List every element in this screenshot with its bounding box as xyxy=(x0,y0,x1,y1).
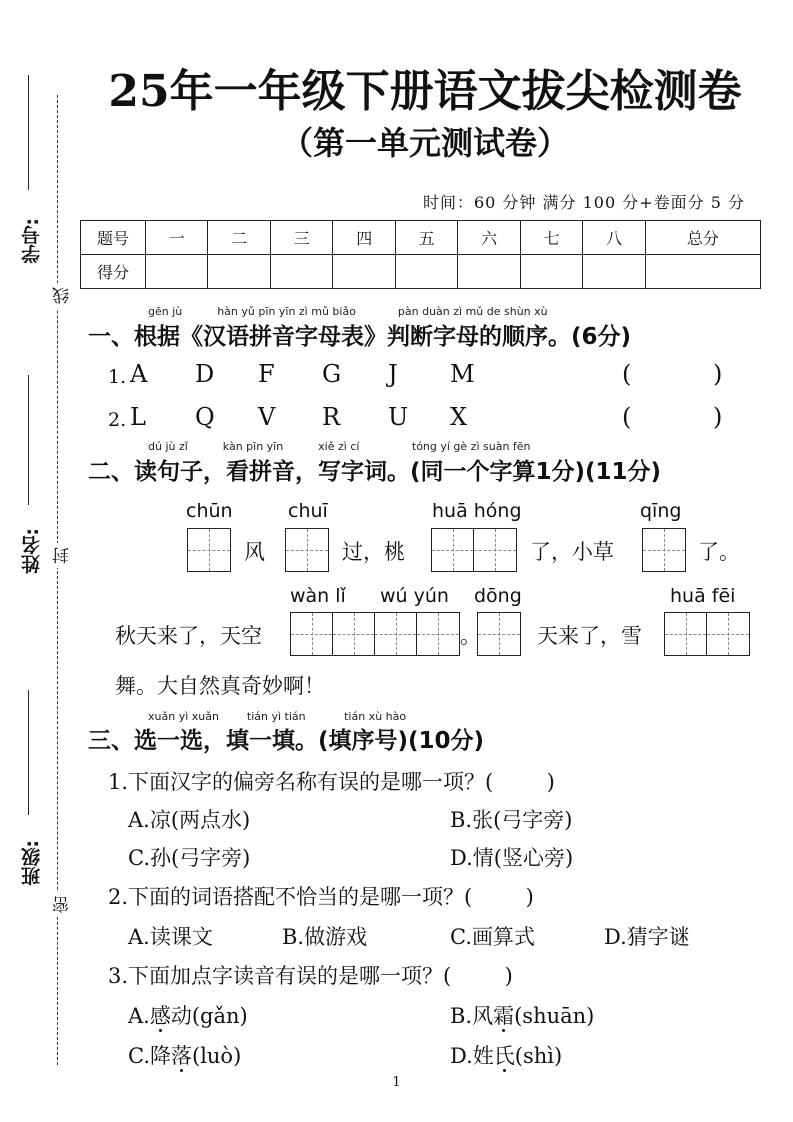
s3-q1: 1.下面汉字的偏旁名称有误的是哪一项？( ) xyxy=(108,770,555,794)
score-header-cell: 题号 xyxy=(81,221,146,255)
score-header-cell: 四 xyxy=(333,221,395,255)
score-header-cell: 七 xyxy=(520,221,582,255)
score-header-cell: 三 xyxy=(270,221,332,255)
seal-char-xian: 线 xyxy=(50,283,75,308)
s3-q2-option-b[interactable]: B.做游戏 xyxy=(282,925,368,949)
score-header-cell: 二 xyxy=(208,221,270,255)
name-line xyxy=(28,375,29,505)
s1-q1-letter: J xyxy=(388,360,398,388)
section2-pinyin: dú jù zǐ kàn pīn yīn xiě zì cí tóng yí gè zì suàn fēn xyxy=(148,440,531,453)
s3-q3-option-a[interactable] xyxy=(128,1000,248,1030)
option-prefix: A. xyxy=(128,1004,150,1028)
s3-q3: 3.下面加点字读音有误的是哪一项？( ) xyxy=(108,964,513,988)
s1-q1-letter: D xyxy=(195,360,215,388)
s1-q2-number: 2. xyxy=(108,409,127,431)
seal-char-mi: 密 xyxy=(50,892,75,917)
section1-pinyin: gēn jù hàn yǔ pīn yīn zì mǔ biǎo pàn duàn zì mǔ de shùn xù xyxy=(148,305,548,318)
score-header-cell: 总分 xyxy=(645,221,760,255)
s1-q1-letter: M xyxy=(450,360,475,388)
s1-q1-answer-blank[interactable] xyxy=(640,362,710,392)
s1-q2-letter: L xyxy=(130,403,146,431)
score-cell[interactable] xyxy=(583,255,645,289)
pinyin-dong: dōng xyxy=(474,585,522,607)
s3-q1-option-a[interactable]: A.凉(两点水) xyxy=(128,808,251,832)
pinyin-chun: chūn xyxy=(186,500,233,522)
s2-text-guo: 过，桃 xyxy=(342,540,405,564)
score-header-cell: 五 xyxy=(395,221,457,255)
option-suffix: 动(gǎn) xyxy=(170,1004,248,1028)
dotted-char: 落 xyxy=(171,1044,192,1068)
score-table xyxy=(80,220,761,289)
dotted-char: 感 xyxy=(149,1004,171,1028)
tianzi-grid-huahong[interactable] xyxy=(431,528,517,572)
exam-meta: 时间：60 分钟 满分 100 分+卷面分 5 分 xyxy=(422,193,745,212)
section3-pinyin: xuǎn yì xuǎn tián yì tián tián xù hào xyxy=(148,710,407,723)
score-cell[interactable] xyxy=(458,255,520,289)
option-suffix: (shuān) xyxy=(514,1004,595,1028)
section2-title: 二、读句子，看拼音，写字词。(同一个字算1分)(11分) xyxy=(88,459,662,485)
score-cell[interactable] xyxy=(645,255,760,289)
s1-q2-paren-open: ( xyxy=(622,403,632,431)
pinyin-chui: chuī xyxy=(288,500,328,522)
tianzi-grid-chui[interactable] xyxy=(285,528,329,572)
s1-q1-letter: F xyxy=(258,360,275,388)
s1-q2-letter: R xyxy=(322,403,341,431)
s3-q2-option-a[interactable]: A.读课文 xyxy=(128,925,213,949)
s2-text-le2: 了。 xyxy=(698,540,740,564)
score-header-cell: 六 xyxy=(458,221,520,255)
s3-q2-option-d[interactable]: D.猜字谜 xyxy=(604,925,690,949)
score-row-label: 得分 xyxy=(81,255,146,289)
s2-text-autumn: 秋天来了，天空 xyxy=(115,624,262,648)
class-line xyxy=(28,690,29,815)
s1-q1-number: 1. xyxy=(108,366,127,388)
score-cell[interactable] xyxy=(146,255,208,289)
s1-q2-letter: X xyxy=(450,403,468,431)
class-label: 班级: xyxy=(21,840,43,886)
section1-title: 一、根据《汉语拼音字母表》判断字母的顺序。(6分) xyxy=(88,324,632,350)
score-header-cell: 一 xyxy=(146,221,208,255)
s3-q1-option-d[interactable]: D.情(竖心旁) xyxy=(450,846,574,870)
tianzi-grid-dong[interactable] xyxy=(477,612,521,656)
section3-title: 三、选一选，填一填。(填序号)(10分) xyxy=(88,728,485,754)
s1-q1-letter: A xyxy=(130,360,148,388)
seal-char-feng: 封 xyxy=(50,543,75,568)
s1-q2-letter: V xyxy=(258,403,276,431)
pinyin-wuyun: wú yún xyxy=(380,585,449,607)
s2-text-period: 。 xyxy=(460,624,481,648)
s3-q3-option-b[interactable] xyxy=(450,1000,594,1030)
s1-q2-letter: Q xyxy=(195,403,215,431)
student-id-label: 学号: xyxy=(21,218,43,264)
s1-q1-paren-open: ( xyxy=(622,360,632,388)
dotted-char: 霜 xyxy=(493,1004,515,1028)
dotted-char: 氏 xyxy=(493,1044,515,1068)
s3-q3-option-c[interactable] xyxy=(128,1040,241,1070)
s2-text-dance: 舞。大自然真奇妙啊！ xyxy=(115,674,325,698)
score-cell[interactable] xyxy=(208,255,270,289)
s1-q1-paren-close: ) xyxy=(713,360,723,388)
option-suffix: (shì) xyxy=(514,1044,563,1068)
student-id-line xyxy=(28,75,29,190)
option-prefix: D.姓 xyxy=(450,1044,494,1068)
s2-text-le1: 了，小草 xyxy=(530,540,614,564)
s3-q1-option-b[interactable]: B.张(弓字旁) xyxy=(450,808,573,832)
option-suffix: (luò) xyxy=(192,1044,242,1068)
score-cell[interactable] xyxy=(270,255,332,289)
pinyin-qing: qīng xyxy=(640,500,682,522)
page-subtitle: （第一单元测试卷） xyxy=(280,124,569,162)
page-title: 25年一年级下册语文拔尖检测卷 xyxy=(108,66,742,117)
tianzi-grid-huafei[interactable] xyxy=(664,612,750,656)
score-cell[interactable] xyxy=(520,255,582,289)
option-prefix: B.风 xyxy=(450,1004,494,1028)
option-prefix: C.降 xyxy=(128,1044,171,1068)
score-table-header-row xyxy=(81,221,761,255)
s3-q1-option-c[interactable]: C.孙(弓字旁) xyxy=(128,846,251,870)
pinyin-wanli: wàn lǐ xyxy=(290,585,346,607)
s1-q2-answer-blank[interactable] xyxy=(640,405,710,435)
s3-q2-option-c[interactable]: C.画算式 xyxy=(450,925,535,949)
score-header-cell: 八 xyxy=(583,221,645,255)
s1-q2-letter: U xyxy=(388,403,409,431)
s3-q3-option-d[interactable] xyxy=(450,1040,562,1070)
pinyin-huafei: huā fēi xyxy=(670,585,736,607)
pinyin-huahong: huā hóng xyxy=(432,500,522,522)
s2-row2 xyxy=(0,612,793,656)
name-label: 姓名: xyxy=(21,528,43,574)
binding-dashed-line xyxy=(57,95,58,1065)
score-cell[interactable] xyxy=(395,255,457,289)
page-number: 1 xyxy=(392,1075,401,1090)
s2-text-winter: 天来了，雪 xyxy=(537,624,642,648)
tianzi-grid-chun[interactable] xyxy=(187,528,231,572)
s2-text-feng: 风 xyxy=(244,540,265,564)
score-cell[interactable] xyxy=(333,255,395,289)
tianzi-grid-qing[interactable] xyxy=(642,528,686,572)
s3-q2: 2.下面的词语搭配不恰当的是哪一项？( ) xyxy=(108,885,534,909)
score-table-score-row xyxy=(81,255,761,289)
tianzi-grid-wanli-wuyun[interactable] xyxy=(290,612,460,656)
s2-row1 xyxy=(0,528,793,572)
s1-q1-letter: G xyxy=(322,360,342,388)
s1-q2-paren-close: ) xyxy=(713,403,723,431)
